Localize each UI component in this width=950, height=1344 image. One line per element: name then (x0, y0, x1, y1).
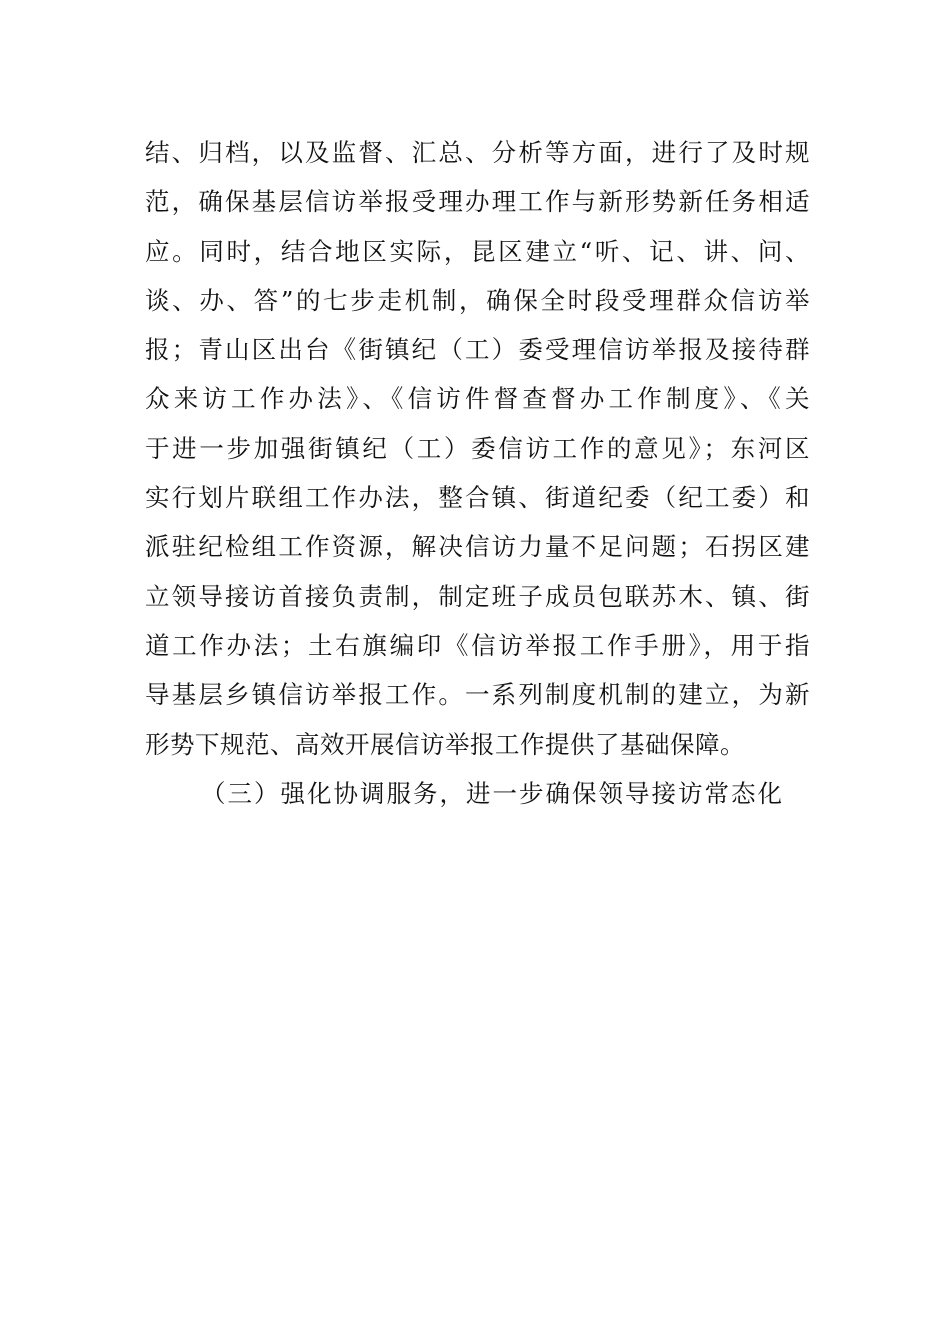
paragraph-line: 报；青山区出台《街镇纪（工）委受理信访举报及接待群 (145, 335, 810, 365)
paragraph-line: 范，确保基层信访举报受理办理工作与新形势新任务相适 (145, 187, 810, 217)
paragraph-line: 谈、办、答”的七步走机制，确保全时段受理群众信访举 (145, 285, 810, 315)
paragraph-line: 实行划片联组工作办法，整合镇、街道纪委（纪工委）和 (145, 483, 810, 513)
paragraph-line: 导基层乡镇信访举报工作。一系列制度机制的建立，为新 (145, 680, 810, 710)
paragraph-line: 众来访工作办法》、《信访件督查督办工作制度》、《关 (145, 384, 810, 414)
paragraph-line: 应。同时，结合地区实际，昆区建立“听、记、讲、问、 (145, 236, 810, 266)
paragraph-line: 立领导接访首接负责制，制定班子成员包联苏木、镇、街 (145, 581, 810, 611)
paragraph-line: 道工作办法；土右旗编印《信访举报工作手册》，用于指 (145, 630, 810, 660)
paragraph-line: 结、归档，以及监督、汇总、分析等方面，进行了及时规 (145, 138, 810, 167)
paragraph-line: 于进一步加强街镇纪（工）委信访工作的意见》；东河区 (145, 433, 810, 463)
section-heading: （三）强化协调服务，进一步确保领导接访常态化 (201, 778, 784, 808)
paragraph-line-last: 形势下规范、高效开展信访举报工作提供了基础保障。 (145, 729, 745, 759)
body-text (145, 128, 810, 818)
paragraph-line: 派驻纪检组工作资源，解决信访力量不足问题；石拐区建 (145, 532, 810, 562)
